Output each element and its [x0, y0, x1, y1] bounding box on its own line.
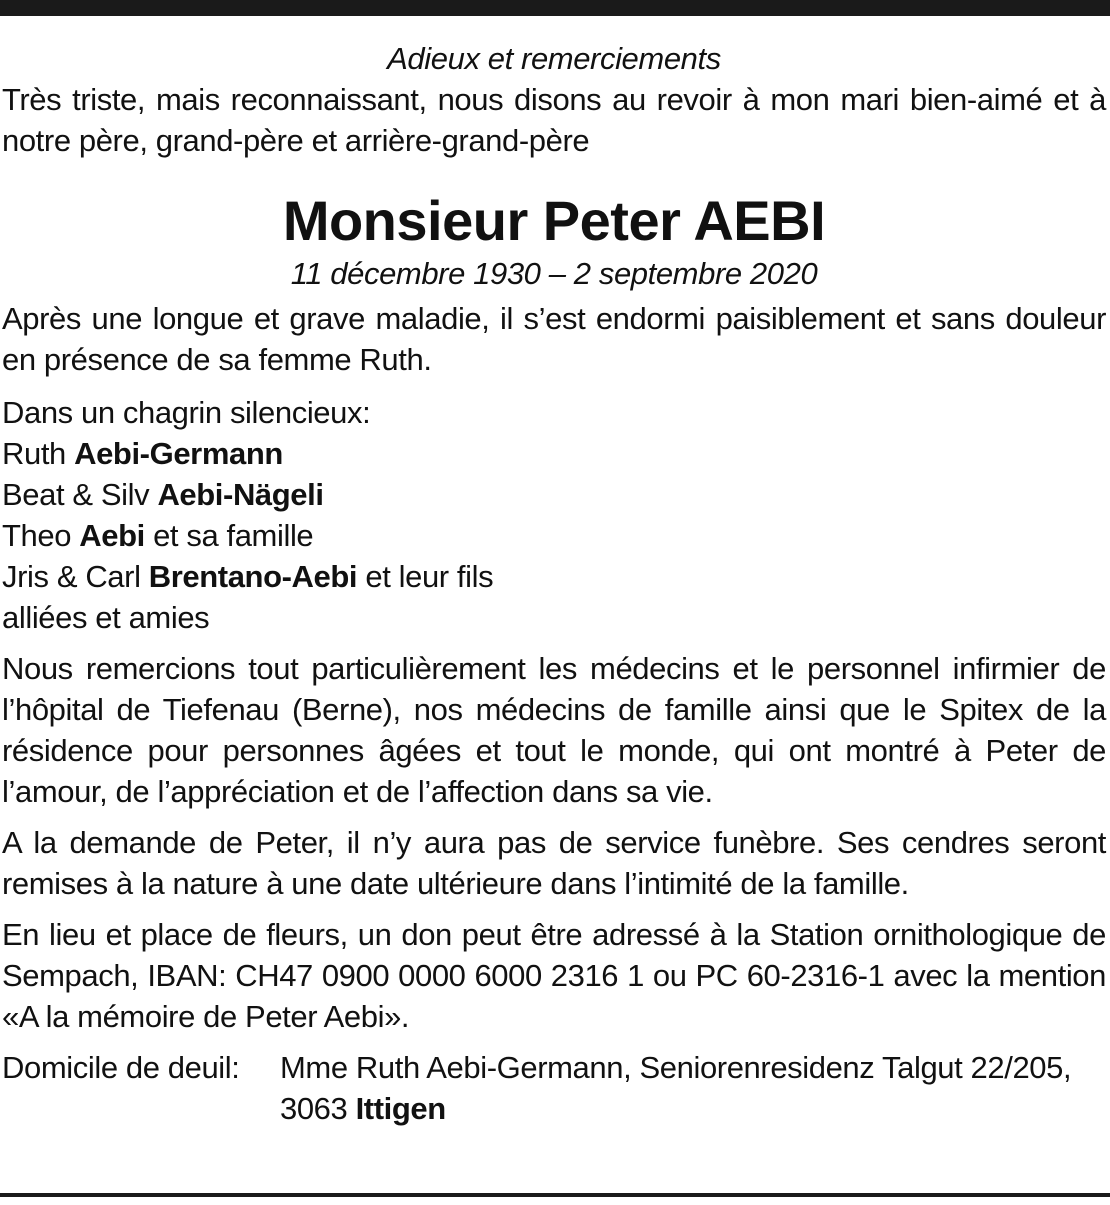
notice-content — [2, 38, 1106, 1129]
life-dates: 11 décembre 1930 – 2 septembre 2020 — [290, 256, 818, 291]
mourner-entry — [2, 433, 1106, 474]
domicile-line2 — [280, 1088, 1106, 1129]
mourner-entry — [2, 556, 1106, 597]
domicile-postcode: 3063 — [280, 1091, 356, 1126]
mourners-list — [2, 392, 1106, 638]
domicile-address — [280, 1047, 1106, 1129]
donation-text: En lieu et place de fleurs, un don peut être adressé à la Station ornithologique de Sempach, IBAN: CH47 0900 0000 6000 2316 1 ou PC 60-2316-1 avec la mention «A la mémoire de Peter Aebi». — [2, 917, 1106, 1034]
domicile-line1: Mme Ruth Aebi-Germann, Seniorenresidenz Talgut 22/205, — [280, 1050, 1072, 1085]
mourner-first: Beat & Silv — [2, 477, 158, 512]
domicile-label: Domicile de deuil: — [2, 1050, 240, 1085]
top-rule — [0, 0, 1110, 16]
mourner-rest: et leur fils — [357, 559, 494, 594]
thanks-text: Nous remercions tout particulièrement les médecins et le personnel infirmier de l’hôpital de Tiefenau (Berne), nos médecins de famille ainsi que le Spitex de la résidence pour personnes âgées et tout le monde, qui ont montré à Peter de l’amour, de l’appréciation et de l’affection dans sa vie. — [2, 651, 1106, 809]
mourner-first: Ruth — [2, 436, 75, 471]
service-text: A la demande de Peter, il n’y aura pas de service funèbre. Ses cendres seront remises à la nature à une date ultérieure dans l’intimité de la famille. — [2, 825, 1106, 901]
passing-text: Après une longue et grave maladie, il s’est endormi paisiblement et sans douleur en présence de sa femme Ruth. — [2, 301, 1106, 377]
bottom-rule — [0, 1193, 1110, 1197]
mourners-intro: Dans un chagrin silencieux: — [2, 395, 371, 430]
domicile-city: Ittigen — [355, 1091, 446, 1126]
mourner-family-name: Brentano-Aebi — [148, 559, 358, 594]
deceased-name: Monsieur Peter AEBI — [282, 189, 826, 252]
mourner-family-name: Aebi — [79, 518, 145, 553]
intro-text: Très triste, mais reconnaissant, nous disons au revoir à mon mari bien-aimé et à notre père, grand-père et arrière-grand-père — [2, 82, 1106, 158]
mourner-family-name: Aebi-Nägeli — [157, 477, 324, 512]
notice-heading: Adieux et remerciements — [387, 41, 721, 76]
mourners-closing: alliées et amies — [2, 600, 210, 635]
mourner-family-name: Aebi-Germann — [74, 436, 283, 471]
mourner-entry — [2, 515, 1106, 556]
mourner-first: Jris & Carl — [2, 559, 149, 594]
mourner-entry — [2, 474, 1106, 515]
domicile-block — [2, 1047, 1106, 1129]
mourner-rest: et sa famille — [144, 518, 314, 553]
mourner-first: Theo — [2, 518, 80, 553]
